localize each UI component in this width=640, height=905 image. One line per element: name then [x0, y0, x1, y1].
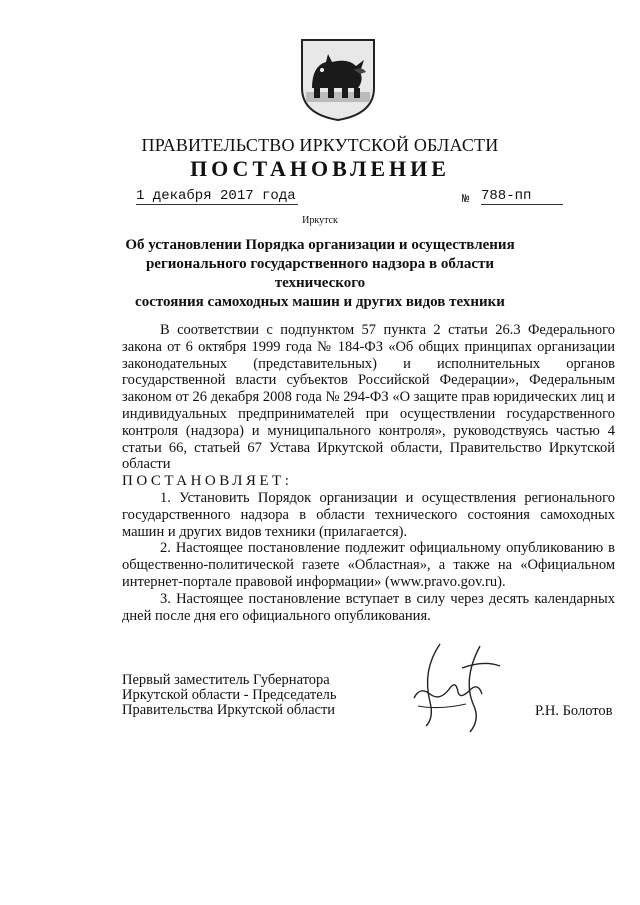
handwritten-signature: [400, 640, 510, 735]
city-name: Иркутск: [302, 215, 338, 226]
position-line: Иркутской области - Председатель: [122, 687, 337, 703]
title-line: регионального государственного надзора в области технического: [145, 256, 495, 291]
document-type: ПОСТАНОВЛЕНИЕ: [190, 156, 450, 181]
title-line: Об установлении Порядка организации и осуществления: [125, 237, 515, 253]
title-line: состояния самоходных машин и других видов техники: [135, 294, 505, 310]
item-paragraph: 3. Настоящее постановление вступает в силу через десять календарных дней после дня его официального опубликования.: [122, 590, 615, 624]
position-line: Правительства Иркутской области: [122, 702, 336, 718]
item-paragraph: 1. Установить Порядок организации и осуществления регионального государственного надзора в области технического состояния самоходных машин и других видов техники (прилагается).: [122, 489, 615, 540]
number-sign: №: [462, 192, 470, 206]
document-date: 1 декабря 2017 года: [136, 188, 296, 204]
signatory-position: [122, 673, 337, 718]
position-line: Первый заместитель Губернатора: [122, 672, 330, 688]
coat-of-arms-icon: [298, 36, 378, 122]
item-paragraph: 2. Настоящее постановление подлежит официальному опубликованию в общественно-политической газете «Областная», а также на «Официальном интернет-портале правовой информации» (www.pravo.gov.ru).: [122, 540, 615, 590]
government-name: ПРАВИТЕЛЬСТВО ИРКУТСКОЙ ОБЛАСТИ: [141, 135, 499, 155]
preamble-paragraph: В соответствии с подпунктом 57 пункта 2 статьи 26.3 Федерального закона от 6 октября 1999 года № 184-ФЗ «Об общих принципах организации законодательных (представительных) и исполнительных органов государственной власти субъектов Российской Федерации», Федеральным законом от 26 декабря 2008 года № 294-ФЗ «О защите прав юридических лиц и индивидуальных предпринимателей при осуществлении государственного контроля (надзора) и муниципального контроля», руководствуясь частью 4 статьи 66, статьей 67 Устава Иркутской области, Правительство Иркутской области: [122, 322, 615, 473]
document-number: 788-пп: [481, 188, 563, 205]
document-title: [120, 236, 520, 312]
signatory-name: Р.Н. Болотов: [535, 703, 613, 719]
resolves-heading: ПОСТАНОВЛЯЕТ:: [122, 473, 293, 490]
document-body: [122, 322, 615, 624]
